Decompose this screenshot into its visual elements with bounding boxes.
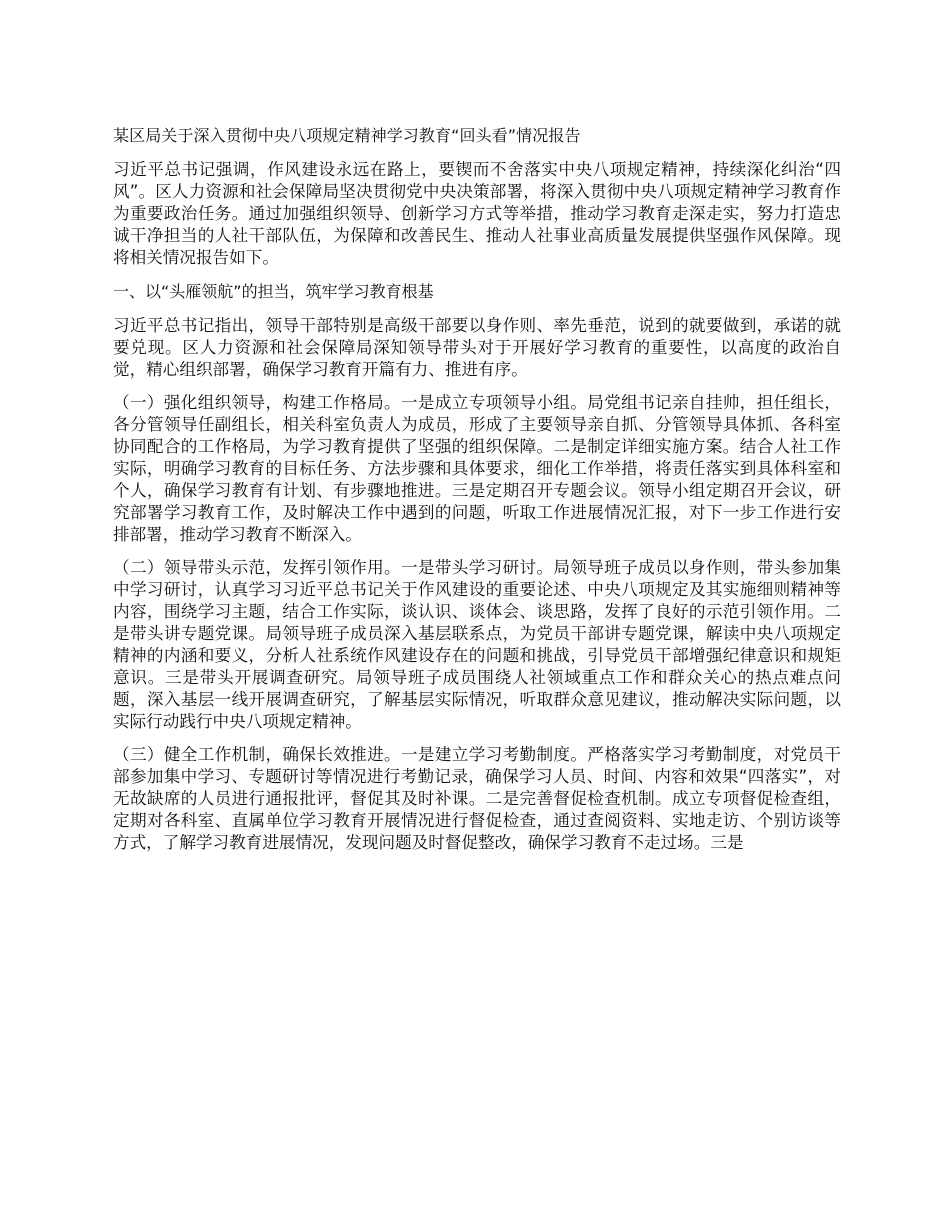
section-intro-paragraph: 习近平总书记指出，领导干部特别是高级干部要以身作则、率先垂范，说到的就要做到，承诺的就要兑现。区人力资源和社会保障局深知领导带头对于开展好学习教育的重要性，以高度的政治自觉，精心组织部署，确保学习教育开篇有力、推进有序。: [113, 316, 841, 379]
document-title: 某区局关于深入贯彻中央八项规定精神学习教育“回头看”情况报告: [113, 126, 581, 145]
section-heading: 一、以“头雁领航”的担当，筑牢学习教育根基: [113, 282, 434, 301]
item-three-paragraph: （三）健全工作机制，确保长效推进。一是建立学习考勤制度。严格落实学习考勤制度，对党员干部参加集中学习、专题研讨等情况进行考勤记录，确保学习人员、时间、内容和效果“四落实”，对无故缺席的人员进行通报批评，督促其及时补课。二是完善督促检查机制。成立专项督促检查组，定期对各科室、直属单位学习教育开展情况进行督促检查，通过查阅资料、实地走访、个别访谈等方式，了解学习教育进展情况，发现问题及时督促整改，确保学习教育不走过场。三是: [113, 745, 841, 852]
item-one-paragraph: （一）强化组织领导，构建工作格局。一是成立专项领导小组。局党组书记亲自挂帅，担任组长，各分管领导任副组长，相关科室负责人为成员，形成了主要领导亲自抓、分管领导具体抓、各科室协同配合的工作格局，为学习教育提供了坚强的组织保障。二是制定详细实施方案。结合人社工作实际，明确学习教育的目标任务、方法步骤和具体要求，细化工作举措，将责任落实到具体科室和个人，确保学习教育有计划、有步骤地推进。三是定期召开专题会议。领导小组定期召开会议，研究部署学习教育工作，及时解决工作中遇到的问题，听取工作进展情况汇报，对下一步工作进行安排部署，推动学习教育不断深入。: [113, 393, 841, 544]
document-page: [113, 124, 841, 865]
item-two-paragraph: （二）领导带头示范，发挥引领作用。一是带头学习研讨。局领导班子成员以身作则，带头参加集中学习研讨，认真学习习近平总书记关于作风建设的重要论述、中央八项规定及其实施细则精神等内容，围绕学习主题，结合工作实际，谈认识、谈体会、谈思路，发挥了良好的示范引领作用。二是带头讲专题党课。局领导班子成员深入基层联系点，为党员干部讲专题党课，解读中央八项规定精神的内涵和要义，分析人社系统作风建设存在的问题和挑战，引导党员干部增强纪律意识和规矩意识。三是带头开展调查研究。局领导班子成员围绕人社领域重点工作和群众关心的热点难点问题，深入基层一线开展调查研究，了解基层实际情况，听取群众意见建议，推动解决实际问题，以实际行动践行中央八项规定精神。: [113, 558, 841, 731]
intro-paragraph: 习近平总书记强调，作风建设永远在路上，要锲而不舍落实中央八项规定精神，持续深化纠治“四风”。区人力资源和社会保障局坚决贯彻党中央决策部署，将深入贯彻中央八项规定精神学习教育作为重要政治任务。通过加强组织领导、创新学习方式等举措，推动学习教育走深走实，努力打造忠诚干净担当的人社干部队伍，为保障和改善民生、推动人社事业高质量发展提供坚强作风保障。现将相关情况报告如下。: [113, 160, 841, 267]
